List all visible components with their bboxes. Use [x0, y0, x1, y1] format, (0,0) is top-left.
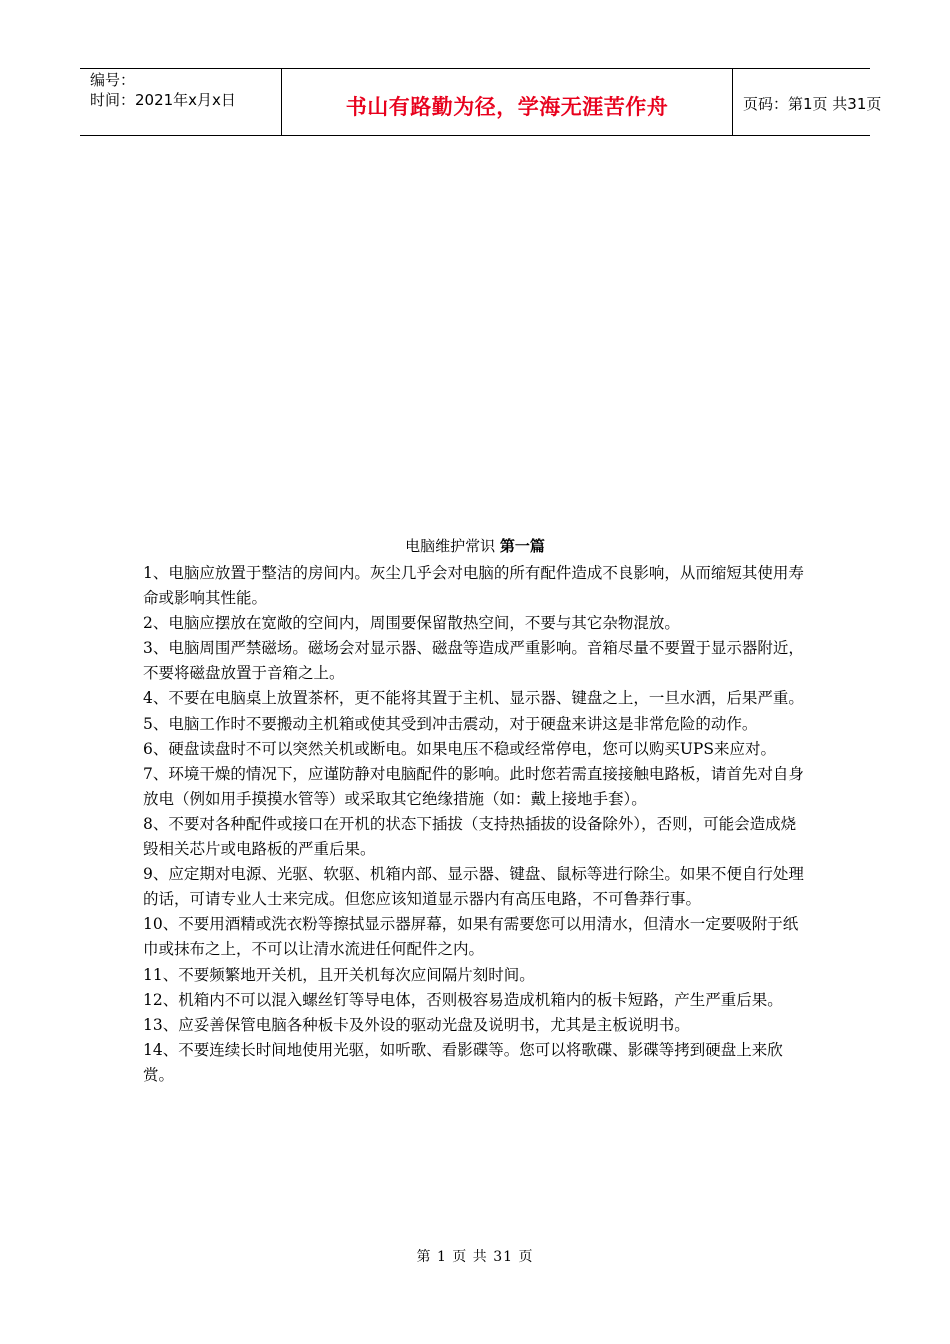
serial-label: 编号： [90, 71, 136, 89]
paragraph: 12、机箱内不可以混入螺丝钉等导电体，否则极容易造成机箱内的板卡短路，产生严重后果。 [143, 990, 783, 1009]
paragraph: 7、环境干燥的情况下，应谨防静对电脑配件的影响。此时您若需直接接触电路板，请首先对自身放电（例如用手摸摸水管等）或采取其它绝缘措施（如：戴上接地手套）。 [143, 764, 804, 808]
paragraph: 6、硬盘读盘时不可以突然关机或断电。如果电压不稳或经常停电，您可以购买UPS来应对。 [143, 739, 776, 758]
header-motto-cell [281, 69, 733, 135]
paragraph: 8、不要对各种配件或接口在开机的状态下插拔（支持热插拔的设备除外），否则，可能会造成烧毁相关芯片或电路板的严重后果。 [143, 814, 797, 859]
paragraph: 13、应妥善保管电脑各种板卡及外设的驱动光盘及说明书，尤其是主板说明书。 [143, 1015, 690, 1034]
page-indicator: 页码：第1页 共31页 [743, 95, 882, 113]
header-meta-cell [80, 69, 281, 135]
paragraph: 11、不要频繁地开关机，且开关机每次应间隔片刻时间。 [143, 965, 535, 984]
title-bold: 第一篇 [499, 537, 545, 555]
paragraph: 5、电脑工作时不要搬动主机箱或使其受到冲击震动，对于硬盘来讲这是非常危险的动作。 [143, 714, 758, 733]
paragraph: 3、电脑周围严禁磁场。磁场会对显示器、磁盘等造成严重影响。音箱尽量不要置于显示器附近，不要将磁盘放置于音箱之上。 [143, 639, 804, 683]
title-text: 电脑维护常识 [405, 537, 496, 555]
paragraph: 4、不要在电脑桌上放置茶杯，更不能将其置于主机、显示器、键盘之上，一旦水洒，后果严重。 [143, 689, 804, 708]
paragraph: 1、电脑应放置于整洁的房间内。灰尘几乎会对电脑的所有配件造成不良影响，从而缩短其使用寿命或影响其性能。 [143, 564, 804, 608]
motto-text: 书山有路勤为径，学海无涯苦作舟 [345, 95, 669, 119]
document-body [143, 561, 806, 1088]
header-table [80, 68, 882, 136]
paragraph: 10、不要用酒精或洗衣粉等擦拭显示器屏幕，如果有需要您可以用清水，但清水一定要吸附于纸巾或抹布之上，不可以让清水流进任何配件之内。 [143, 915, 799, 959]
document-title [0, 536, 950, 556]
date-text: 时间：2021年x月x日 [90, 91, 236, 109]
header-page-cell [733, 69, 882, 135]
paragraph: 14、不要连续长时间地使用光驱，如听歌、看影碟等。您可以将歌碟、影碟等拷到硬盘上来欣赏。 [143, 1040, 783, 1084]
paragraph: 2、电脑应摆放在宽敞的空间内，周围要保留散热空间，不要与其它杂物混放。 [143, 614, 680, 633]
paragraph: 9、应定期对电源、光驱、软驱、机箱内部、显示器、键盘、鼠标等进行除尘。如果不便自行处理的话，可请专业人士来完成。但您应该知道显示器内有高压电路，不可鲁莽行事。 [143, 865, 804, 909]
page-footer: 第 1 页 共 31 页 [416, 1249, 534, 1265]
